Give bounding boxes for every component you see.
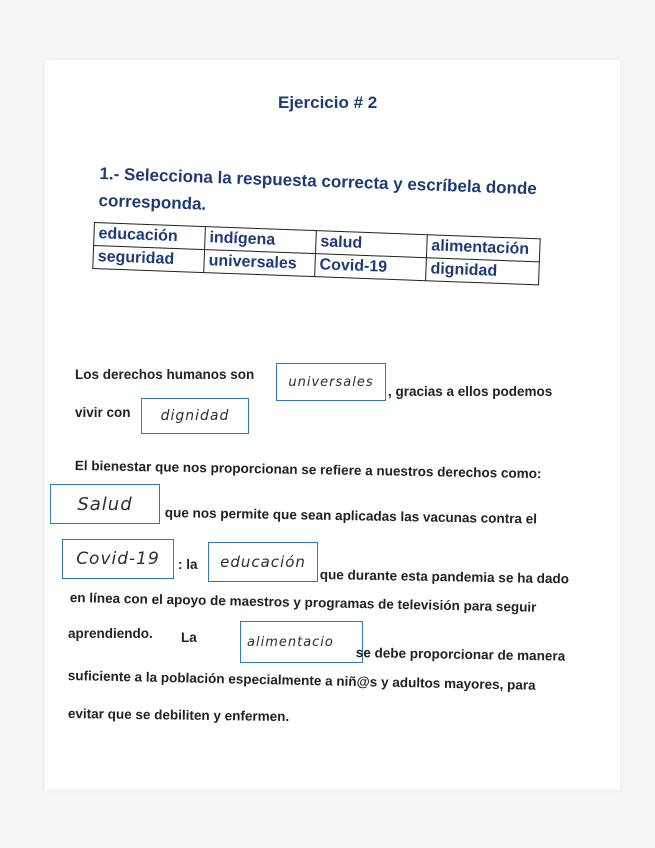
table-cell: indígena xyxy=(205,227,317,254)
answer-box-covid[interactable] xyxy=(62,539,174,579)
p2-line5-start: aprendiendo. xyxy=(68,626,153,641)
handwritten-answer: alimentacio xyxy=(247,634,334,650)
p2-separator: : la xyxy=(178,557,198,572)
answer-box-salud[interactable] xyxy=(50,484,160,524)
p2-line6: suficiente a la población especialmente a niñ@s y adultos mayores, para xyxy=(67,668,536,693)
handwritten-answer: Salud xyxy=(77,493,133,515)
p2-line5-end: se debe proporcionar de manera xyxy=(355,645,566,664)
p1-text-line2: vivir con xyxy=(75,405,131,420)
table-cell: alimentación xyxy=(426,235,540,262)
p1-text-start: Los derechos humanos son xyxy=(75,367,255,382)
p2-line7: evitar que se debiliten y enfermen. xyxy=(67,706,290,725)
answer-box-universales[interactable] xyxy=(276,363,386,401)
handwritten-answer: universales xyxy=(288,374,374,390)
table-cell: universales xyxy=(204,250,316,277)
p2-line4: en línea con el apoyo de maestros y programas de televisión para seguir xyxy=(69,590,537,615)
handwritten-answer: dignidad xyxy=(160,408,230,424)
p1-text-end: , gracias a ellos podemos xyxy=(388,384,553,399)
p2-line1: El bienestar que nos proporcionan se refiere a nuestros derechos como: xyxy=(74,458,542,482)
answer-box-dignidad[interactable] xyxy=(141,398,249,434)
answer-box-educacion[interactable] xyxy=(208,542,318,582)
handwritten-answer: educación xyxy=(220,553,306,571)
table-cell: Covid-19 xyxy=(315,254,427,281)
table-cell: seguridad xyxy=(93,246,205,273)
table-cell: salud xyxy=(315,231,427,258)
handwritten-answer: Covid-19 xyxy=(76,549,160,569)
table-cell: educación xyxy=(94,223,206,250)
instruction-text: 1.- Selecciona la respuesta correcta y escríbela donde corresponda. xyxy=(98,163,538,214)
p2-line3: que durante esta pandemia se ha dado xyxy=(319,567,570,587)
p2-line2: que nos permite que sean aplicadas las vacunas contra el xyxy=(164,505,538,527)
table-cell: dignidad xyxy=(426,258,540,285)
answer-box-alimentacion[interactable] xyxy=(240,621,363,663)
p2-line5-la: La xyxy=(181,630,197,645)
page-title: Ejercicio # 2 xyxy=(278,93,378,112)
